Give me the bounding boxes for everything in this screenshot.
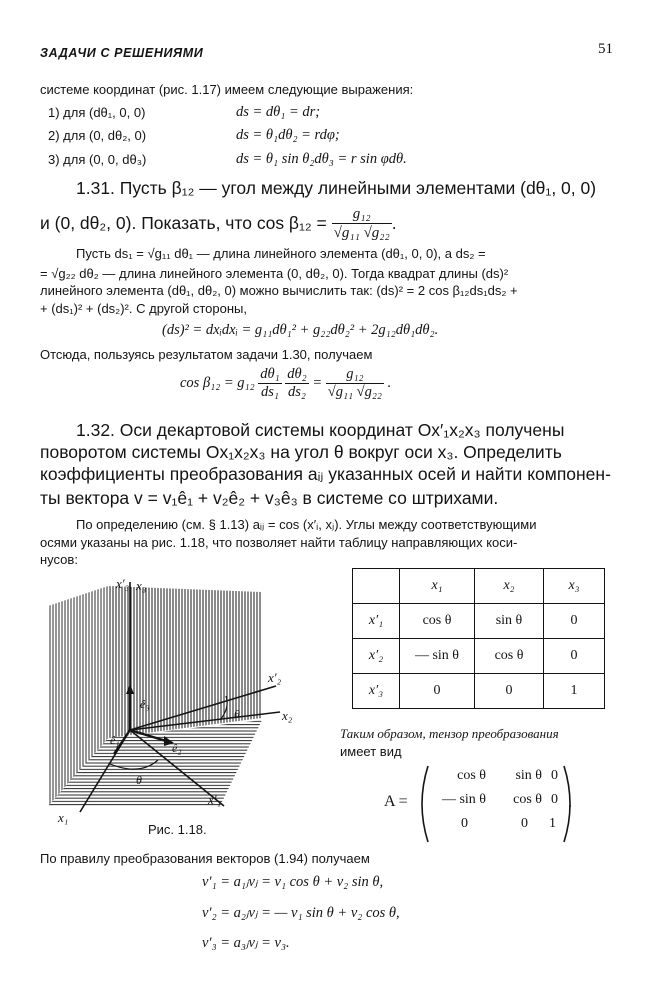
label-e3: ê₃ [140,697,150,711]
matrix-cell: cos θ [513,792,542,807]
eq2-f2-num: dθ₂ [287,366,307,382]
final-equation-2: v′₂ = a₂ⱼvⱼ = — v₁ sin θ + v₂ cos θ, [202,905,400,921]
table-cell: 0 [400,674,475,709]
label-e2: ê₂ [172,741,182,755]
label-theta-upper: θ [234,707,240,721]
problem-131-statement: и (0, dθ₂, 0). Показать, что cos β₁₂ = [40,212,327,233]
direction-cosine-table [352,568,605,709]
intro-item-3-formula: ds = θ₁ sin θ₂dθ₃ = r sin φdθ. [236,151,407,167]
problem-131-line1: 1.31. Пусть β₁₂ — угол между линейными элементами (dθ₁, 0, 0) [76,178,597,198]
matrix-cell: 0 [551,768,558,783]
matrix-cell: — sin θ [441,792,486,807]
table-header-x3: x₃ [544,569,605,604]
table-cell: — sin θ [400,639,475,674]
page-number: 51 [598,41,613,57]
solution-132-line2: осями указаны на рис. 1.18, что позволяет найти таблицу направляющих коси- [40,535,518,550]
intro-line: системе координат (рис. 1.17) имеем следующие выражения: [40,82,414,97]
table-header-row [353,569,605,604]
problem-132-line3: коэффициенты преобразования aᵢⱼ указанных осей и найти компонен- [40,464,611,484]
row-label: x′₃ [353,674,400,709]
table-row [353,674,605,709]
table-row [353,639,605,674]
intro-item-1-label: 1) для (dθ₁, 0, 0) [48,105,146,120]
table-cell [353,569,400,604]
matrix-end: . [568,794,572,811]
figure-1-18 [40,570,330,830]
table-cell: sin θ [475,604,544,639]
intro-item-3-label: 3) для (0, 0, dθ₃) [48,152,147,167]
eq2-f1-num: dθ₁ [260,366,280,382]
table-row [353,604,605,639]
equation-ds-squared: (ds)² = dxᵢdxᵢ = g₁₁dθ₁² + g₂₂dθ₂² + 2g₁₂dθ₁dθ₂. [162,322,439,338]
fraction-numerator: g₁₂ [332,206,392,224]
label-x1-prime: x′₁ [208,792,222,807]
label-x1: x₁ [58,810,69,825]
eq2-f3-num: g₁₂ [326,366,384,384]
equation-cos-beta [180,366,391,401]
label-e1: ê₁ [110,733,120,747]
running-title: ЗАДАЧИ С РЕШЕНИЯМИ [40,46,204,60]
table-cell: cos θ [475,639,544,674]
solution-132-line3: нусов: [40,552,78,567]
intro-item-1-formula: ds = dθ₁ = dr; [236,104,321,120]
solution-132-line1: По определению (см. § 1.13) aᵢⱼ = cos (x′ᵢ, xⱼ). Углы между соответствующими [76,517,537,532]
eq2-f1-den: ds₁ [260,383,279,400]
table-header-x2: x₂ [475,569,544,604]
problem-131-fraction [332,206,392,242]
figure-caption: Рис. 1.18. [148,822,207,837]
intro-item-2-formula: ds = θ₁dθ₂ = rdφ; [236,127,340,143]
label-x2: x₂ [282,708,293,723]
solution-131-line2: = √g₂₂ dθ₂ — длина линейного элемента (0, dθ₂, 0). Тогда квадрат длины (ds)² [40,266,509,281]
solution-131-line1: Пусть ds₁ = √g₁₁ dθ₁ — длина линейного элемента (dθ₁, 0, 0), а ds₂ = [76,246,486,261]
table-cell: 0 [544,639,605,674]
label-x3-prime: x′₃ [116,576,130,591]
solution-131-line4: + (ds₁)² + (ds₂)². С другой стороны, [40,301,247,316]
eq2-f2-den: ds₂ [288,383,306,400]
eq2-left: cos β₁₂ = g₁₂ [180,374,255,391]
eq2-end: . [387,374,392,391]
table-header-x1: x₁ [400,569,475,604]
problem-131-line2 [40,206,397,242]
label-x3: x₃ [136,578,147,593]
matrix-cell: 0 [521,816,528,831]
matrix-cell: 0 [551,792,558,807]
row-label: x′₂ [353,639,400,674]
matrix-cell: sin θ [515,768,542,783]
fraction-denominator: √g₁₁ √g₂₂ [333,225,390,242]
table-cell: 0 [544,604,605,639]
matrix-label: A = [384,793,408,810]
intro-item-2-label: 2) для (0, dθ₂, 0) [48,128,147,143]
tensor-line1: Таким образом, тензор преобразования [340,726,559,741]
eq2-fraction-3 [326,366,384,401]
tensor-line2: имеет вид [340,744,402,759]
eq2-fraction-1 [258,366,281,401]
matrix-cell: 0 [461,816,468,831]
eq2-fraction-2 [285,366,308,401]
final-line: По правилу преобразования векторов (1.94) получаем [40,851,370,866]
eq2-f3-den: √g₁₁ √g₂₂ [327,383,382,400]
matrix-cell: 1 [549,816,556,831]
problem-132-line1: 1.32. Оси декартовой системы координат Ox′₁x₂x₃ получены [76,420,565,440]
problem-131-end: . [391,212,397,233]
matrix-A [428,768,558,840]
label-theta-lower: θ [136,773,142,787]
table-cell: cos θ [400,604,475,639]
table-cell: 1 [544,674,605,709]
table-cell: 0 [475,674,544,709]
final-equation-1: v′₁ = a₁ⱼvⱼ = v₁ cos θ + v₂ sin θ, [202,874,384,890]
eq2-equals: = [312,374,323,391]
problem-132-line4: ты вектора v = v₁ê₁ + v₂ê₂ + v₃ê₃ в системе со штрихами. [40,488,499,508]
matrix-cell: cos θ [457,768,486,783]
final-equation-3: v′₃ = a₃ⱼvⱼ = v₃. [202,935,290,951]
solution-131-line5: Отсюда, пользуясь результатом задачи 1.30, получаем [40,347,373,362]
label-x2-prime: x′₂ [268,670,282,685]
row-label: x′₁ [353,604,400,639]
problem-132-line2: поворотом системы Ox₁x₂x₃ на угол θ вокруг оси x₃. Определить [40,442,562,462]
solution-131-line3: линейного элемента (dθ₁, dθ₂, 0) можно вычислить так: (ds)² = 2 cos β₁₂ds₁ds₂ + [40,283,518,298]
